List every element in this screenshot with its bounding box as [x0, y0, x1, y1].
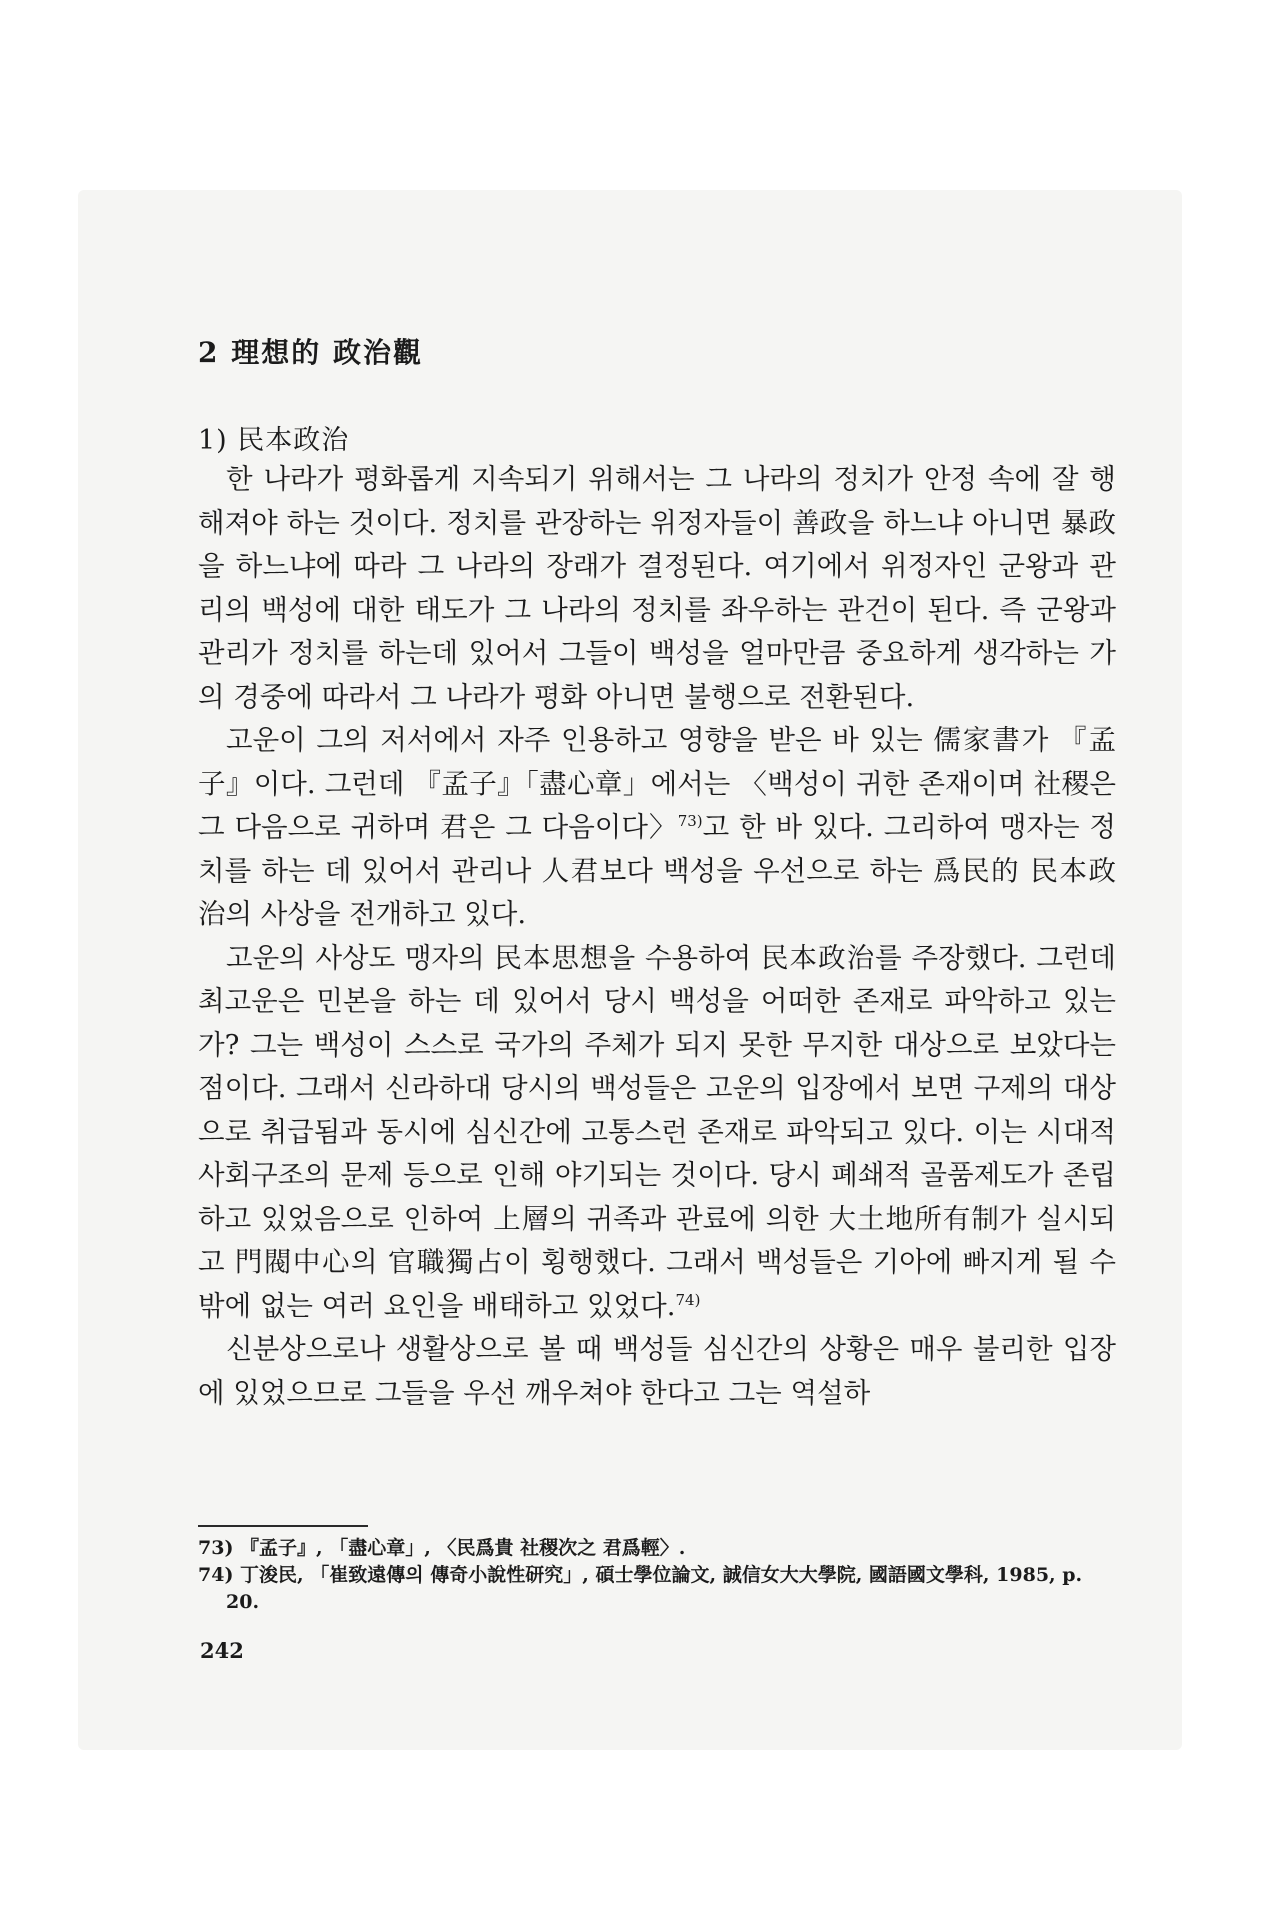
paragraph-3: [198, 937, 1116, 1329]
paragraph-1: 한 나라가 평화롭게 지속되기 위해서는 그 나라의 정치가 안정 속에 잘 행해져야 하는 것이다. 정치를 관장하는 위정자들이 善政을 하느냐 아니면 暴政을 하느냐에 따라 그 나라의 장래가 결정된다. 여기에서 위정자인 군왕과 관리의 백성에 대한 태도가 그 나라의 정치를 좌우하는 관건이 된다. 즉 군왕과 관리가 정치를 하는데 있어서 그들이 백성을 얼마만큼 중요하게 생각하는 가의 경중에 따라서 그 나라가 평화 아니면 불행으로 전환된다.: [198, 463, 1116, 713]
paragraph-4: 신분상으로나 생활상으로 볼 때 백성들 심신간의 상황은 매우 불리한 입장에 있었으므로 그들을 우선 깨우쳐야 한다고 그는 역설하: [198, 1333, 1116, 1409]
footnote-ref-73[interactable]: 73): [677, 811, 703, 830]
section-title: 2 理想的 政治觀: [198, 336, 423, 369]
subsection-title: 1) 民本政治: [198, 425, 350, 456]
paragraph-2-text-continued: 고 한 바 있다. 그리하여 맹자는 정치를 하는 데 있어서 관리나 人君보다 백성을 우선으로 하는 爲民的 民本政治의 사상을 전개하고 있다.: [198, 811, 1116, 930]
page-number: 242: [200, 1638, 244, 1663]
body-text: [198, 458, 1116, 1415]
paragraph-3-text: 고운의 사상도 맹자의 民本思想을 수용하여 民本政治를 주장했다. 그런데 최고운은 민본을 하는 데 있어서 당시 백성을 어떠한 존재로 파악하고 있는가? 그는 백성이 스스로 국가의 주체가 되지 못한 무지한 대상으로 보았다는 점이다. 그래서 신라하대 당시의 백성들은 고운의 입장에서 보면 구제의 대상으로 취급됨과 동시에 심신간에 고통스런 존재로 파악되고 있다. 이는 시대적 사회구조의 문제 등으로 인해 야기되는 것이다. 당시 폐쇄적 골품제도가 존립하고 있었음으로 인하여 上層의 귀족과 관료에 의한 大土地所有制가 실시되고 門閥中心의 官職獨占이 횡행했다. 그래서 백성들은 기아에 빠지게 될 수밖에 없는 여러 요인을 배태하고 있었다.: [198, 941, 1116, 1322]
footnotes: [198, 1535, 1116, 1616]
footnote-74: 74) 丁浚民, 「崔致遠傳의 傳奇小說性研究」, 碩士學位論文, 誠信女大大學院, 國語國文學科, 1985, p. 20.: [198, 1564, 1083, 1613]
paragraph-2-text: 고운이 그의 저서에서 자주 인용하고 영향을 받은 바 있는 儒家書가 『孟子』이다. 그런데 『孟子』「盡心章」에서는 〈백성이 귀한 존재이며 社稷은 그 다음으로 귀하며 君은 그 다음이다〉: [198, 724, 1116, 843]
footnote-73: 73) 『孟子』, 「盡心章」, 〈民爲貴 社稷次之 君爲輕〉.: [198, 1537, 686, 1559]
footnote-ref-74[interactable]: 74): [675, 1290, 701, 1309]
footnote-divider: [198, 1525, 368, 1527]
paragraph-2: [198, 719, 1116, 937]
